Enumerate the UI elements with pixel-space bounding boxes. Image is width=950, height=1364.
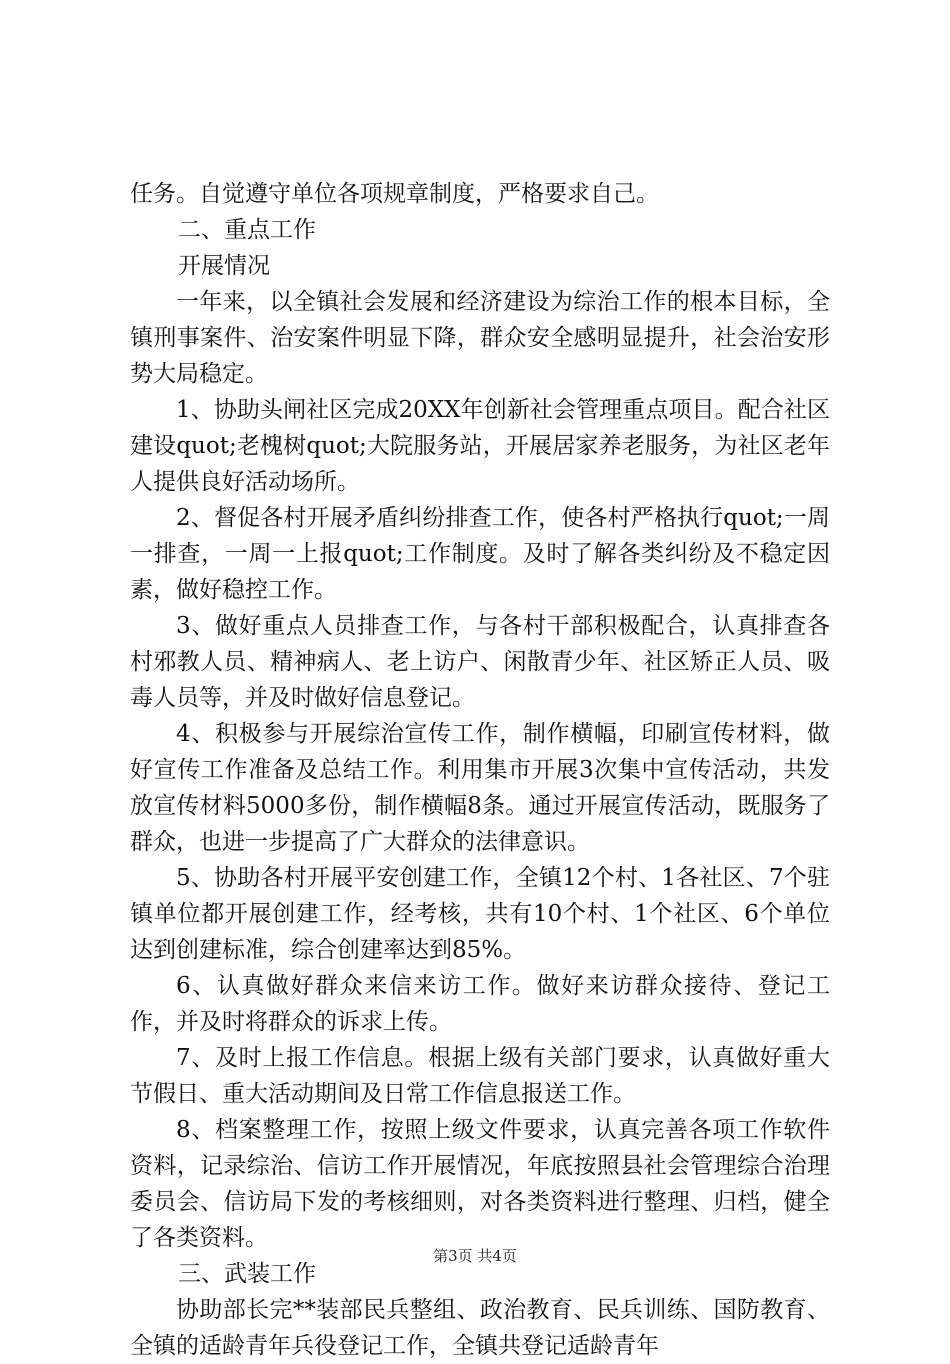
page-number-label: 第3页 共4页 [433,1247,517,1265]
section-heading-key-work: 二、重点工作 [178,217,316,243]
paragraph-item-7: 7、及时上报工作信息。根据上级有关部门要求，认真做好重大节假日、重大活动期间及日常工作信息报送工作。 [130,1045,830,1107]
paragraph-item-4: 4、积极参与开展综治宣传工作，制作横幅，印刷宣传材料，做好宣传工作准备及总结工作。利用集市开展3次集中宣传活动，共发放宣传材料5000多份，制作横幅8条。通过开展宣传活动，既服务了群众，也进一步提高了广大群众的法律意识。 [130,721,830,855]
paragraph-item-3: 3、做好重点人员排查工作，与各村干部积极配合，认真排查各村邪教人员、精神病人、老上访户、闲散青少年、社区矫正人员、吸毒人员等，并及时做好信息登记。 [130,613,830,711]
paragraph-item-6: 6、认真做好群众来信来访工作。做好来访群众接待、登记工作，并及时将群众的诉求上传。 [130,973,830,1035]
paragraph-continuation: 任务。自觉遵守单位各项规章制度，严格要求自己。 [130,181,659,207]
section-heading-armed-forces: 三、武装工作 [178,1261,316,1287]
subheading-progress: 开展情况 [178,253,270,279]
paragraph-summary: 一年来，以全镇社会发展和经济建设为综治工作的根本目标，全镇刑事案件、治安案件明显下降，群众安全感明显提升，社会治安形势大局稳定。 [130,289,830,387]
paragraph-item-1: 1、协助头闸社区完成20XX年创新社会管理重点项目。配合社区建设quot;老槐树quot;大院服务站，开展居家养老服务，为社区老年人提供良好活动场所。 [130,397,830,495]
paragraph-item-5: 5、协助各村开展平安创建工作，全镇12个村、1各社区、7个驻镇单位都开展创建工作，经考核，共有10个村、1个社区、6个单位达到创建标准，综合创建率达到85%。 [130,865,830,963]
paragraph-item-2: 2、督促各村开展矛盾纠纷排查工作，使各村严格执行quot;一周一排查，一周一上报quot;工作制度。及时了解各类纠纷及不稳定因素，做好稳控工作。 [130,505,830,603]
paragraph-item-8: 8、档案整理工作，按照上级文件要求，认真完善各项工作软件资料，记录综治、信访工作开展情况，年底按照县社会管理综合治理委员会、信访局下发的考核细则，对各类资料进行整理、归档，健全了各类资料。 [130,1117,830,1251]
document-body [130,176,830,1364]
page-footer [0,1246,950,1266]
paragraph-armed-forces: 协助部长完**装部民兵整组、政治教育、民兵训练、国防教育、全镇的适龄青年兵役登记工作，全镇共登记适龄青年 [130,1297,830,1359]
